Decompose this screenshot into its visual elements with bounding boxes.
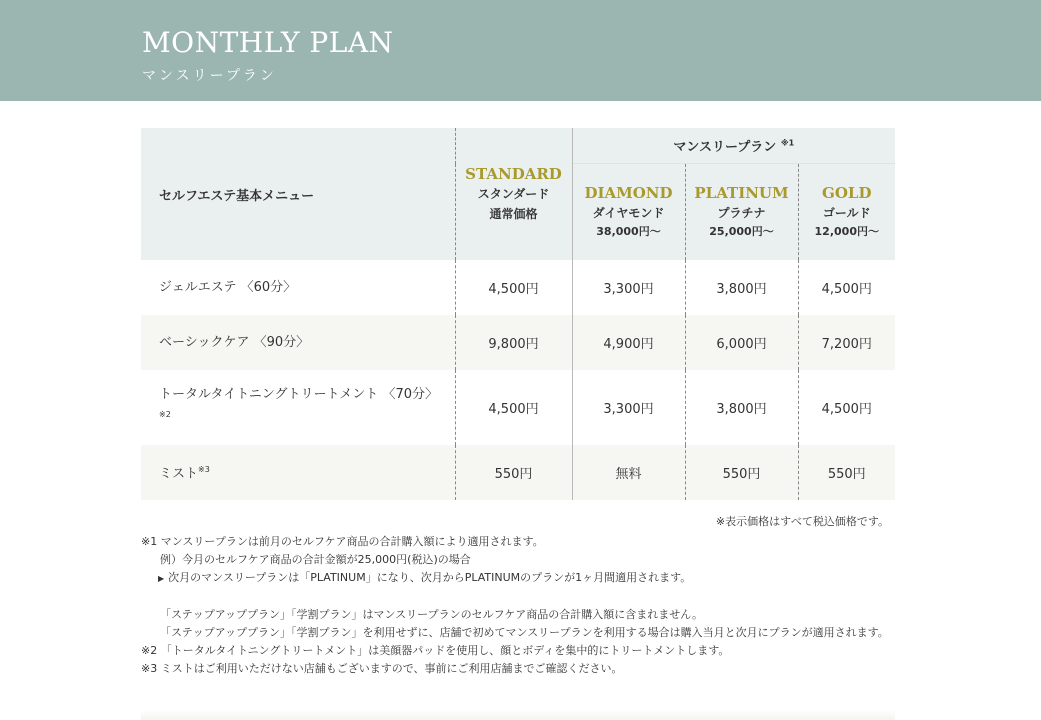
monthly-plan-group-header	[572, 128, 895, 164]
gold-column-header	[798, 164, 895, 261]
price-cell: 550円	[798, 445, 895, 500]
plan-price: 38,000円〜	[596, 225, 661, 238]
footnote-1-example: 例）今月のセルフケア商品の合計金額が25,000円(税込)の場合	[160, 553, 471, 566]
price-cell: 無料	[572, 445, 685, 500]
plan-jp: ゴールド	[822, 206, 871, 220]
footnote-1-extra-2: 「ステップアッププラン」「学割プラン」を利用せずに、店舗で初めてマンスリープランを利用する場合は購入当月と次月にプランが適用されます。	[160, 626, 889, 639]
standard-en: STANDARD	[465, 165, 562, 183]
plan-jp: ダイヤモンド	[592, 206, 665, 220]
note-marker: ※2	[159, 410, 171, 420]
price-cell: 3,300円	[572, 370, 685, 445]
price-cell: 4,500円	[455, 260, 572, 315]
price-cell: 3,300円	[572, 260, 685, 315]
footnote-3: ※3 ミストはご利用いただけない店舗もございますので、事前にご利用店舗までご確認ください。	[141, 662, 623, 675]
price-cell: 4,900円	[572, 315, 685, 370]
standard-sub: 通常価格	[489, 207, 538, 221]
tax-note: ※表示価格はすべて税込価格です。	[715, 515, 889, 528]
table-row	[141, 445, 895, 500]
footnote-2: ※2 「トータルタイトニングトリートメント」は美顔器パッドを使用し、顔とボディを集中的にトリートメントします。	[141, 644, 730, 657]
menu-item-name: トータルタイトニングトリートメント 〈70分〉$^{※2}$	[159, 387, 438, 420]
platinum-column-header	[685, 164, 798, 261]
triangle-right-icon: ▶	[158, 574, 165, 583]
price-cell: 550円	[685, 445, 798, 500]
page-subtitle: マンスリープラン	[142, 68, 277, 84]
group-header-note: ※1	[780, 138, 795, 148]
diamond-column-header	[572, 164, 685, 261]
section-bottom-shadow	[141, 710, 895, 720]
price-cell: 4,500円	[455, 370, 572, 445]
plan-price: 12,000円〜	[814, 225, 879, 238]
note-marker: ※3	[198, 465, 210, 475]
table-row	[141, 370, 895, 445]
footnote-1-result: ▶ 次月のマンスリープランは「PLATINUM」になり、次月からPLATINUMのプランが1ヶ月間適用されます。	[141, 569, 901, 588]
plan-en: DIAMOND	[584, 184, 673, 202]
plan-jp: プラチナ	[717, 206, 766, 220]
group-header-label: マンスリープラン	[673, 140, 777, 155]
price-cell: 6,000円	[685, 315, 798, 370]
price-cell: 550円	[455, 445, 572, 500]
table-row	[141, 260, 895, 315]
plan-en: PLATINUM	[694, 184, 789, 202]
standard-column-header	[455, 128, 572, 260]
standard-jp: スタンダード	[477, 187, 550, 201]
price-cell: 3,800円	[685, 260, 798, 315]
plan-price: 25,000円〜	[709, 225, 774, 238]
page-header	[0, 0, 1041, 101]
price-cell: 3,800円	[685, 370, 798, 445]
price-cell: 7,200円	[798, 315, 895, 370]
table-row	[141, 315, 895, 370]
price-cell: 4,500円	[821, 402, 872, 417]
monthly-plan-table	[141, 128, 895, 500]
plan-en: GOLD	[822, 184, 872, 202]
price-cell: 4,500円	[821, 282, 872, 297]
menu-item-name: ミスト$^{※3}$	[141, 445, 455, 500]
menu-item-name: ジェルエステ 〈60分〉	[159, 279, 297, 295]
page-title: MONTHLY PLAN	[142, 26, 394, 59]
footnote-1-extra-1: 「ステップアッププラン」「学割プラン」はマンスリープランのセルフケア商品の合計購入額に含まれません。	[160, 608, 703, 621]
footnotes	[141, 533, 901, 678]
menu-item-name: ベーシックケア 〈90分〉	[141, 315, 455, 370]
price-cell: 9,800円	[455, 315, 572, 370]
footnote-1: ※1 マンスリープランは前月のセルフケア商品の合計購入額により適用されます。	[141, 535, 544, 548]
menu-column-header: セルフエステ基本メニュー	[141, 128, 455, 260]
